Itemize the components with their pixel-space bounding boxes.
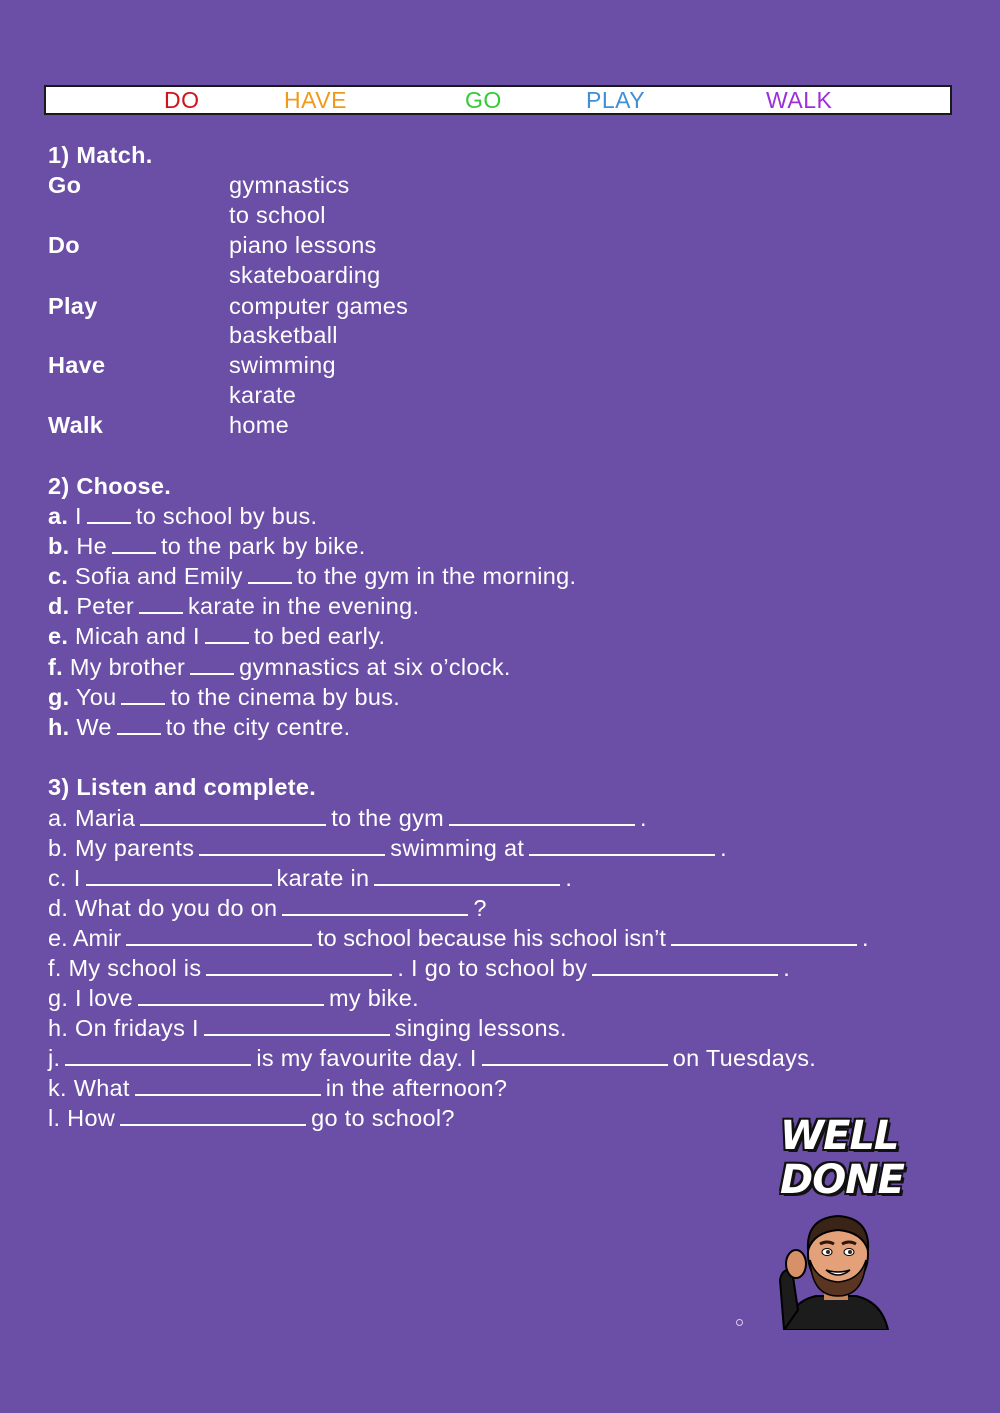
item-letter: f.	[48, 654, 63, 680]
item-text: singing lessons.	[394, 1015, 567, 1041]
complete-item	[48, 923, 868, 953]
complete-item	[48, 833, 727, 863]
item-text: to the gym	[331, 805, 445, 831]
item-text: Micah and I	[75, 623, 200, 649]
answer-blank[interactable]	[140, 804, 326, 826]
item-text: go to school?	[311, 1105, 455, 1131]
item-text: .	[640, 805, 647, 831]
item-text: swimming at	[390, 835, 525, 861]
choose-item	[48, 531, 366, 561]
complete-item	[48, 863, 572, 893]
answer-blank[interactable]	[529, 834, 715, 856]
answer-blank[interactable]	[449, 804, 635, 826]
item-text: on Tuesdays.	[672, 1045, 817, 1071]
item-text: d. What do you do on	[48, 895, 278, 921]
item-letter: h.	[48, 714, 70, 740]
match-verb: Play	[48, 293, 98, 319]
item-text: j.	[48, 1045, 61, 1071]
bitmoji-avatar-icon	[776, 1210, 896, 1330]
item-text: to the cinema by bus.	[170, 684, 401, 710]
match-phrase: skateboarding	[229, 262, 381, 288]
item-text: I	[75, 503, 82, 529]
choose-item	[48, 652, 511, 682]
answer-blank[interactable]	[126, 924, 312, 946]
item-text: my bike.	[329, 985, 419, 1011]
complete-item	[48, 1103, 455, 1133]
item-text: a. Maria	[48, 805, 136, 831]
item-text: .	[783, 955, 791, 981]
well-done-sticker	[770, 1110, 920, 1335]
match-phrase: basketball	[229, 322, 338, 348]
answer-blank[interactable]	[199, 834, 385, 856]
item-text: .	[861, 925, 869, 951]
item-text: e. Amir	[48, 925, 122, 951]
well-done-line1: WELL	[780, 1113, 899, 1159]
answer-blank[interactable]	[282, 894, 468, 916]
answer-blank[interactable]	[86, 864, 272, 886]
item-text: to the park by bike.	[160, 533, 366, 559]
match-phrase: home	[229, 412, 289, 438]
item-text: g. I love	[48, 985, 133, 1011]
item-letter: b.	[48, 533, 70, 559]
match-phrase: to school	[229, 202, 326, 228]
item-text: f. My school is	[48, 955, 202, 981]
item-text: My brother	[69, 654, 186, 680]
complete-item	[48, 983, 419, 1013]
word-bank-play: PLAY	[586, 87, 646, 113]
complete-item	[48, 1043, 816, 1073]
answer-blank[interactable]	[138, 984, 324, 1006]
answer-blank[interactable]	[139, 592, 183, 614]
well-done-line2: DONE	[780, 1157, 905, 1203]
answer-blank[interactable]	[374, 864, 560, 886]
match-phrase: gymnastics	[229, 172, 350, 198]
item-text: ?	[473, 895, 487, 921]
item-text: in the afternoon?	[325, 1075, 508, 1101]
item-text: He	[76, 533, 107, 559]
word-bank-have: HAVE	[284, 87, 347, 113]
answer-blank[interactable]	[65, 1044, 251, 1066]
item-text: Sofia and Emily	[75, 563, 243, 589]
choose-item	[48, 682, 400, 712]
item-text: to school because his school isn’t	[317, 925, 666, 951]
answer-blank[interactable]	[117, 713, 161, 735]
section2-heading: 2) Choose.	[48, 473, 172, 499]
answer-blank[interactable]	[482, 1044, 668, 1066]
item-text: to the gym in the morning.	[296, 563, 577, 589]
answer-blank[interactable]	[120, 1104, 306, 1126]
item-letter: g.	[48, 684, 70, 710]
match-phrase: karate	[229, 382, 297, 408]
item-text: to the city centre.	[165, 714, 351, 740]
section1-heading: 1) Match.	[48, 142, 153, 168]
answer-blank[interactable]	[87, 502, 131, 524]
item-text: gymnastics at six o’clock.	[239, 654, 511, 680]
choose-item	[48, 501, 317, 531]
decorative-dot	[736, 1319, 743, 1326]
complete-item	[48, 803, 647, 833]
item-text: You	[75, 684, 117, 710]
choose-item	[48, 712, 350, 742]
item-text: l. How	[48, 1105, 116, 1131]
complete-item	[48, 1073, 507, 1103]
choose-item	[48, 591, 419, 621]
answer-blank[interactable]	[592, 954, 778, 976]
answer-blank[interactable]	[190, 653, 234, 675]
answer-blank[interactable]	[248, 562, 292, 584]
answer-blank[interactable]	[135, 1074, 321, 1096]
answer-blank[interactable]	[205, 622, 249, 644]
match-verb: Have	[48, 352, 106, 378]
item-text: We	[76, 714, 112, 740]
item-text: to bed early.	[253, 623, 386, 649]
item-text: c. I	[48, 865, 81, 891]
item-text: Peter	[76, 593, 134, 619]
item-text: .	[565, 865, 573, 891]
item-text: karate in	[276, 865, 370, 891]
item-letter: e.	[48, 623, 69, 649]
item-text: k. What	[48, 1075, 130, 1101]
answer-blank[interactable]	[112, 532, 156, 554]
answer-blank[interactable]	[206, 954, 392, 976]
complete-item	[48, 1013, 567, 1043]
item-text: .	[720, 835, 727, 861]
item-text: is my favourite day. I	[256, 1045, 477, 1071]
answer-blank[interactable]	[671, 924, 857, 946]
item-text: . I go to school by	[397, 955, 588, 981]
section3-heading: 3) Listen and complete.	[48, 774, 317, 800]
match-phrase: computer games	[229, 293, 409, 319]
word-bank	[44, 85, 952, 115]
item-text: h. On fridays I	[48, 1015, 199, 1041]
complete-item	[48, 953, 790, 983]
word-bank-do: DO	[164, 87, 200, 113]
item-letter: d.	[48, 593, 70, 619]
item-letter: c.	[48, 563, 69, 589]
complete-item	[48, 893, 487, 923]
item-text: to school by bus.	[135, 503, 318, 529]
match-verb: Walk	[48, 412, 104, 438]
choose-item	[48, 561, 576, 591]
answer-blank[interactable]	[204, 1014, 390, 1036]
choose-item	[48, 621, 385, 651]
item-text: karate in the evening.	[188, 593, 420, 619]
match-phrase: swimming	[229, 352, 336, 378]
match-verb: Go	[48, 172, 82, 198]
match-verb: Do	[48, 232, 80, 258]
word-bank-go: GO	[465, 87, 502, 113]
item-letter: a.	[48, 503, 69, 529]
match-phrase: piano lessons	[229, 232, 377, 258]
word-bank-walk: WALK	[766, 87, 833, 113]
item-text: b. My parents	[48, 835, 195, 861]
well-done-text	[780, 1114, 920, 1202]
answer-blank[interactable]	[121, 683, 165, 705]
